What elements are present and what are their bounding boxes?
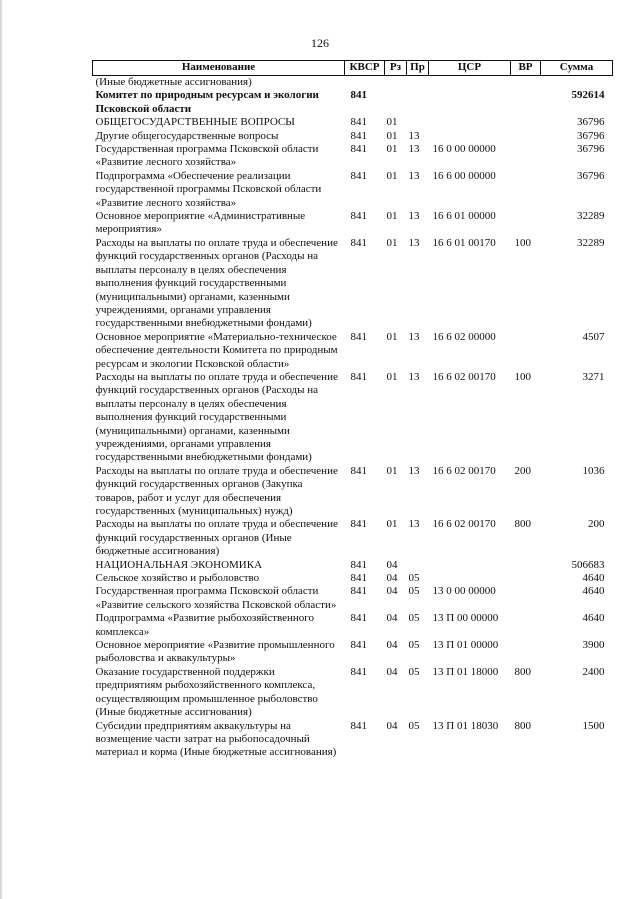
cell-rz: 04: [386, 719, 398, 732]
header-kvsr: КВСР: [345, 61, 385, 76]
cell-pr: 05: [408, 665, 420, 678]
cell-pr: 05: [408, 612, 420, 625]
cell-sum: 2400: [582, 665, 605, 678]
cell-csr: 13 0 00 00000: [432, 585, 496, 598]
header-sum: Сумма: [541, 61, 613, 76]
cell-pr: [407, 89, 429, 116]
cell-rz: 01: [386, 330, 398, 343]
cell-csr: 16 6 01 00170: [432, 236, 496, 249]
cell-name: (Иные бюджетные ассигнования): [95, 76, 252, 88]
cell-vr: [511, 612, 541, 639]
cell-rz: 01: [386, 236, 398, 249]
cell-sum: 506683: [571, 558, 605, 571]
cell-pr: 13: [408, 236, 420, 249]
cell-name: Государственная программа Псковской области «Развитие лесного хозяйства»: [95, 143, 319, 169]
cell-sum: 4507: [582, 330, 605, 343]
cell-sum: 36796: [577, 129, 605, 142]
cell-csr: [429, 130, 511, 143]
table-row: [93, 237, 613, 331]
cell-pr: [407, 559, 429, 572]
cell-csr: [429, 76, 511, 90]
cell-csr: 16 6 00 00000: [432, 169, 496, 182]
cell-rz: 01: [386, 169, 398, 182]
cell-rz: 04: [386, 558, 398, 571]
cell-rz: 01: [386, 143, 398, 156]
cell-sum: 200: [588, 518, 605, 531]
cell-vr: [511, 143, 541, 170]
cell-csr: 16 6 02 00170: [432, 464, 496, 477]
cell-sum: 4640: [582, 612, 605, 625]
cell-pr: 05: [408, 585, 420, 598]
cell-name: Основное мероприятие «Административные мероприятия»: [95, 210, 306, 236]
cell-pr: 13: [408, 518, 420, 531]
cell-rz: 01: [386, 370, 398, 383]
cell-kvsr: 841: [350, 143, 367, 156]
cell-pr: 05: [408, 719, 420, 732]
cell-rz: 01: [386, 129, 398, 142]
cell-vr: [511, 170, 541, 210]
table-row: [93, 89, 613, 116]
cell-rz: 01: [386, 210, 398, 223]
cell-pr: 05: [408, 572, 420, 585]
table-row: [93, 612, 613, 639]
cell-sum: 32289: [577, 210, 605, 223]
cell-name: Подпрограмма «Развитие рыбохозяйственного комплекса»: [95, 612, 315, 638]
cell-csr: 16 0 00 00000: [432, 143, 496, 156]
table-header-row: [93, 61, 613, 76]
table-row: [93, 76, 613, 90]
cell-pr: 13: [408, 129, 420, 142]
cell-kvsr: 841: [350, 612, 367, 625]
cell-sum: 1500: [582, 719, 605, 732]
cell-csr: 13 П 01 00000: [432, 639, 499, 652]
cell-sum: 4640: [582, 585, 605, 598]
header-csr: ЦСР: [429, 61, 511, 76]
cell-name: Подпрограмма «Обеспечение реализации государственной программы Псковской области «Развитие лесного хозяйства»: [95, 169, 322, 209]
table-row: [93, 143, 613, 170]
cell-csr: 13 П 00 00000: [432, 612, 499, 625]
cell-rz: 04: [386, 585, 398, 598]
cell-vr: [511, 572, 541, 585]
cell-name: Основное мероприятие «Материально-техническое обеспечение деятельности Комитета по природным ресурсам и экологии Псковской области»: [95, 330, 338, 370]
cell-sum: 3900: [582, 639, 605, 652]
cell-name: НАЦИОНАЛЬНАЯ ЭКОНОМИКА: [95, 558, 263, 571]
cell-kvsr: 841: [350, 236, 367, 249]
cell-vr: 100: [514, 370, 531, 383]
table-row: [93, 116, 613, 129]
budget-table: [92, 60, 613, 760]
cell-csr: 13 П 01 18030: [432, 719, 499, 732]
cell-kvsr: 841: [350, 585, 367, 598]
table-row: [93, 170, 613, 210]
cell-pr: 13: [408, 370, 420, 383]
table-body: [93, 76, 613, 760]
cell-vr: 800: [514, 665, 531, 678]
cell-vr: 100: [514, 236, 531, 249]
cell-csr: 16 6 02 00170: [432, 370, 496, 383]
cell-kvsr: 841: [350, 330, 367, 343]
cell-sum: 36796: [577, 143, 605, 156]
cell-kvsr: 841: [350, 129, 367, 142]
cell-kvsr: 841: [350, 370, 367, 383]
cell-csr: 13 П 01 18000: [432, 665, 499, 678]
cell-sum: 32289: [577, 236, 605, 249]
header-vr: ВР: [511, 61, 541, 76]
cell-name: Комитет по природным ресурсам и экологии Псковской области: [95, 89, 319, 115]
cell-sum: 1036: [582, 464, 605, 477]
cell-sum: 4640: [582, 572, 605, 585]
cell-rz: 01: [386, 518, 398, 531]
table-row: [93, 331, 613, 371]
cell-pr: 13: [408, 169, 420, 182]
cell-kvsr: 841: [350, 210, 367, 223]
cell-name: Основное мероприятие «Развитие промышленного рыболовства и аквакультуры»: [95, 639, 335, 665]
cell-vr: 800: [514, 518, 531, 531]
cell-pr: [407, 76, 429, 90]
cell-rz: [385, 89, 407, 116]
cell-csr: [429, 559, 511, 572]
cell-rz: 04: [386, 639, 398, 652]
cell-csr: 16 6 02 00170: [432, 518, 496, 531]
table-row: [93, 371, 613, 465]
cell-rz: 04: [386, 572, 398, 585]
page-number: 126: [311, 36, 329, 50]
cell-vr: [511, 76, 541, 90]
cell-kvsr: 841: [350, 518, 367, 531]
cell-name: Расходы на выплаты по оплате труда и обеспечение функций государственных органов (Закупка товаров, работ и услуг для обеспечения государственных (муниципальных) нужд): [95, 464, 338, 517]
cell-kvsr: 841: [350, 558, 367, 571]
header-rz: Рз: [385, 61, 407, 76]
cell-name: Государственная программа Псковской области «Развитие сельского хозяйства Псковской области»: [95, 585, 337, 611]
cell-name: Оказание государственной поддержки предприятиям рыбохозяйственного комплекса, осуществляющим промышленное рыболовство (Иные бюджетные ассигнования): [95, 665, 318, 719]
table-row: [93, 559, 613, 572]
header-name: Наименование: [93, 61, 345, 76]
table-row: [93, 130, 613, 143]
cell-kvsr: 841: [350, 464, 367, 477]
cell-rz: 04: [386, 665, 398, 678]
cell-pr: [407, 116, 429, 129]
cell-kvsr: 841: [350, 719, 367, 732]
cell-rz: 01: [386, 464, 398, 477]
cell-kvsr: 841: [350, 169, 367, 182]
cell-sum: 36796: [577, 169, 605, 182]
cell-vr: [511, 639, 541, 666]
cell-csr: [429, 116, 511, 129]
cell-csr: [429, 89, 511, 116]
cell-vr: [511, 210, 541, 237]
table-row: [93, 585, 613, 612]
cell-vr: [511, 89, 541, 116]
header-pr: Пр: [407, 61, 429, 76]
table-row: [93, 666, 613, 720]
table-row: [93, 210, 613, 237]
table-row: [93, 720, 613, 760]
cell-pr: 13: [408, 330, 420, 343]
cell-sum: 3271: [582, 370, 605, 383]
cell-name: Расходы на выплаты по оплате труда и обеспечение функций государственных органов (Иные бюджетные ассигнования): [95, 518, 338, 558]
cell-kvsr: [345, 76, 385, 90]
cell-csr: 16 6 01 00000: [432, 210, 496, 223]
scan-edge: [0, 0, 3, 899]
cell-name: Сельское хозяйство и рыболовство: [95, 572, 260, 585]
cell-rz: [385, 76, 407, 90]
cell-name: ОБЩЕГОСУДАРСТВЕННЫЕ ВОПРОСЫ: [95, 116, 295, 129]
cell-pr: 13: [408, 464, 420, 477]
cell-vr: [511, 559, 541, 572]
cell-csr: [429, 572, 511, 585]
cell-kvsr: 841: [350, 89, 367, 102]
cell-vr: 800: [514, 719, 531, 732]
cell-vr: [511, 585, 541, 612]
cell-pr: 13: [408, 210, 420, 223]
table-row: [93, 572, 613, 585]
cell-pr: 13: [408, 143, 420, 156]
cell-name: Расходы на выплаты по оплате труда и обеспечение функций государственных органов (Расходы на выплаты персоналу в целях обеспечения выполнения функций государственными (муниципальными) органами, казенными учреждениями, органами управления государственными внебюджетными фондами): [95, 370, 338, 464]
cell-kvsr: 841: [350, 639, 367, 652]
table-row: [93, 518, 613, 558]
cell-sum: 36796: [577, 116, 605, 129]
cell-rz: 01: [386, 116, 398, 129]
table-row: [93, 465, 613, 519]
cell-csr: 16 6 02 00000: [432, 330, 496, 343]
table-row: [93, 639, 613, 666]
cell-kvsr: 841: [350, 665, 367, 678]
cell-kvsr: 841: [350, 116, 367, 129]
cell-kvsr: 841: [350, 572, 367, 585]
cell-name: Расходы на выплаты по оплате труда и обеспечение функций государственных органов (Расходы на выплаты персоналу в целях обеспечения выполнения функций государственными (муниципальными) органами, казенными учреждениями, органами управления государственными внебюджетными фондами): [95, 236, 338, 330]
cell-sum: [541, 76, 613, 90]
cell-pr: 05: [408, 639, 420, 652]
cell-vr: [511, 116, 541, 129]
cell-name: Субсидии предприятиям аквакультуры на возмещение части затрат на рыбопосадочный материал и корма (Иные бюджетные ассигнования): [95, 719, 337, 759]
cell-rz: 04: [386, 612, 398, 625]
cell-sum: 592614: [571, 89, 605, 102]
cell-vr: 200: [514, 464, 531, 477]
cell-vr: [511, 130, 541, 143]
cell-vr: [511, 331, 541, 371]
cell-name: Другие общегосударственные вопросы: [95, 129, 279, 142]
